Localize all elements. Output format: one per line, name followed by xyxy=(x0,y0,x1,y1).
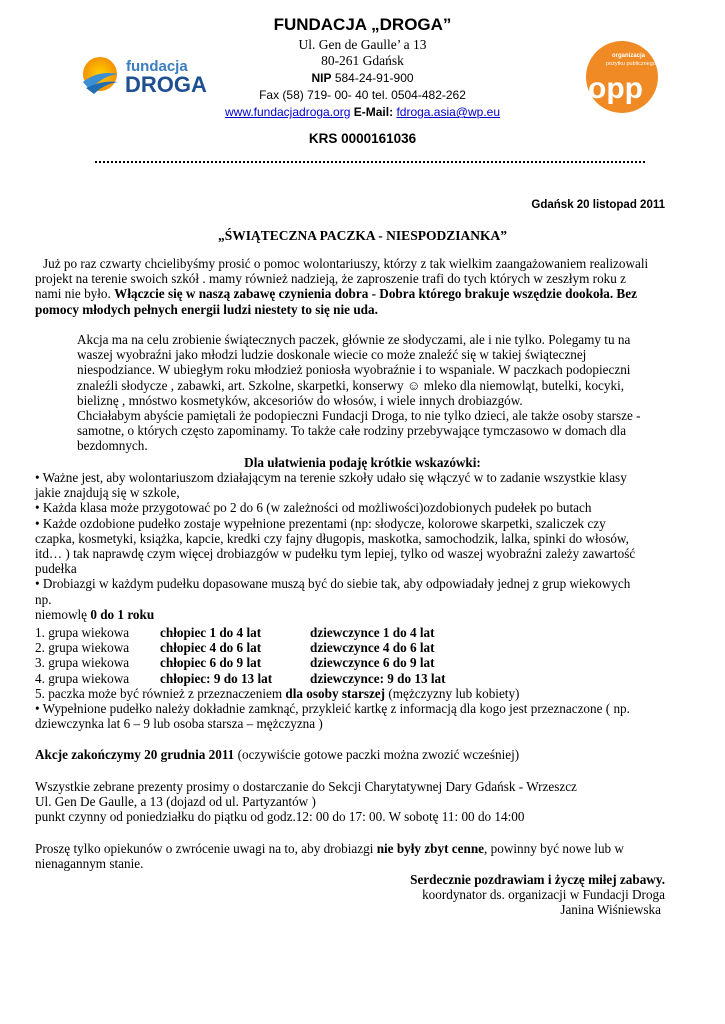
age-groups-table xyxy=(35,625,510,686)
address-line-2: 80-261 Gdańsk xyxy=(321,53,404,68)
age-group-row xyxy=(35,640,510,655)
age-group-girls: dziewczynce 4 do 6 lat xyxy=(310,640,435,656)
age-group-boys: chłopiec 4 do 6 lat xyxy=(160,640,262,656)
note-line: • Wypełnione pudełko należy dokładnie zamknąć, przykleić kartkę z informacją dla kogo jest przeznaczone ( np. xyxy=(35,701,630,717)
opp-big-text: opp xyxy=(588,72,643,105)
closing-greeting: Serdecznie pozdrawiam i życzę miłej zabawy. xyxy=(410,872,665,887)
opp-small-text-2: pożytku publicznego xyxy=(606,61,656,67)
organization-title: FUNDACJA „DROGA” xyxy=(273,15,452,34)
age-group-girls: dziewczynce 6 do 9 lat xyxy=(310,655,435,671)
tips-list xyxy=(35,470,695,622)
age-group-row xyxy=(35,655,510,670)
age-group-label: 4. grupa wiekowa xyxy=(35,670,130,686)
email-label: E-Mail: xyxy=(353,105,394,119)
note-line xyxy=(35,686,695,701)
note-text: (mężczyzny lub kobiety) xyxy=(385,686,520,701)
intro-line: projekt na terenie swoich szkół . mamy również nadzieją, że zaproszenie trafi do tych których w zeszłym roku z xyxy=(35,271,627,287)
age-group-girls: dziewczynce 1 do 4 lat xyxy=(310,625,435,640)
intro-line xyxy=(35,286,690,301)
website-link[interactable]: www.fundacjadroga.org xyxy=(224,105,351,119)
tip-line: • Każde ozdobione pudełko zostaje wypełnione prezentami (np: słodycze, kolorowe skarpetki, szaliczek czy xyxy=(35,515,606,531)
nip-value: 584-24-91-900 xyxy=(334,71,414,85)
intro-text: nami nie było. xyxy=(35,286,115,302)
note-text: 5. paczka może być również z przeznaczeniem xyxy=(35,686,286,701)
letter-date: Gdańsk 20 listopad 2011 xyxy=(531,199,665,211)
tip-line: czapka, kosmetyki, książka, kapcie, kredki czy fajny długopis, maskotka, samochodzik, lalka, spinki do włosów, xyxy=(35,530,629,546)
request-line xyxy=(35,841,695,856)
age-group-boys: chłopiec 1 do 4 lat xyxy=(160,625,262,640)
end-date-line xyxy=(35,747,695,762)
opp-small-text-1: organizacja xyxy=(612,53,646,59)
age-group-label: 3. grupa wiekowa xyxy=(35,655,130,671)
contact-line xyxy=(200,104,525,120)
nip-label: NIP xyxy=(311,71,332,85)
age-group-row xyxy=(35,625,510,640)
action-line: samotne, o których często zapominamy. To także całe rodziny przebywające tymczasowo w domach dla xyxy=(77,423,627,439)
krs-number: KRS 0000161036 xyxy=(308,131,417,146)
extra-notes xyxy=(35,686,695,732)
infant-line xyxy=(35,607,695,622)
infant-range: 0 do 1 roku xyxy=(90,606,155,622)
intro-paragraph xyxy=(35,256,690,317)
nip-line xyxy=(240,70,485,86)
delivery-paragraph xyxy=(35,779,695,825)
fundacja-droga-logo xyxy=(78,52,233,98)
age-group-boys: chłopiec: 9 do 13 lat xyxy=(160,670,273,686)
tip-line: np. xyxy=(35,591,52,607)
age-group-girls: dziewczynce: 9 do 13 lat xyxy=(310,670,446,686)
action-line: Akcja ma na celu zrobienie świątecznych paczek, głównie ze słodyczami, ale i nie tylko. Polegamy tu na xyxy=(77,332,631,347)
request-text: , powinny być nowe lub w xyxy=(484,841,624,856)
age-group-row xyxy=(35,671,510,686)
tip-line: pudełka xyxy=(35,561,77,577)
tip-line: itd… ) tak naprawdę czym więcej drobiazgów w pudełku tym lepiej, tylko od waszej wyobraźni zależy zawartość xyxy=(35,546,636,562)
tip-line: jakie znajdują się w szkole, xyxy=(35,485,180,501)
address-line-1: Ul. Gen de Gaulle’ a 13 xyxy=(298,37,427,52)
tip-line: • Każda klasa może przygotować po 2 do 6 (w zależności od możliwości)ozdobionych pudełek po butach xyxy=(35,500,592,516)
action-paragraph xyxy=(77,332,677,454)
closing-block xyxy=(300,872,665,918)
delivery-line: Ul. Gen De Gaulle, a 13 (dojazd od ul. Partyzantów ) xyxy=(35,794,316,810)
action-line: znaleźli słodycze , zabawki, art. Szkolne, skarpetki, konserwy ☺ mleko dla niemowląt, butelki, kocyki, xyxy=(77,377,625,393)
intro-bold-text: Włączcie się w naszą zabawę czynienia dobra - Dobra którego brakuje wszędzie dookoła. Bez xyxy=(114,286,637,302)
action-line: Chciałabym abyście pamiętali że podopieczni Fundacji Droga, to nie tylko dzieci, ale także osoby starsze - xyxy=(77,408,641,424)
age-group-label: 2. grupa wiekowa xyxy=(35,640,130,656)
age-group-boys: chłopiec 6 do 9 lat xyxy=(160,655,262,671)
logo-text-droga: DROGA xyxy=(125,72,207,97)
end-date-bold: Akcje zakończymy 20 grudnia 2011 xyxy=(35,747,235,762)
delivery-line: punkt czynny od poniedziałku do piątku od godz.12: 00 do 17: 00. W sobotę 11: 00 do 14:00 xyxy=(35,809,525,825)
closing-role: koordynator ds. organizacji w Fundacji Droga xyxy=(422,887,665,903)
tip-line: • Drobiazgi w każdym pudełku dopasowane muszą być do siebie tak, aby odpowiadały jednej z grup wiekowych xyxy=(35,576,631,592)
delivery-line: Wszystkie zebrane prezenty prosimy o dostarczanie do Sekcji Charytatywnej Dary Gdańsk - Wrzeszcz xyxy=(35,779,577,794)
letter-title: „ŚWIĄTECZNA PACZKA - NIESPODZIANKA” xyxy=(218,228,507,243)
request-paragraph xyxy=(35,841,695,871)
email-link[interactable]: fdroga.asia@wp.eu xyxy=(396,105,501,119)
signatory-name: Janina Wiśniewska xyxy=(560,902,661,918)
note-bold-text: dla osoby starszej xyxy=(285,686,386,701)
dotted-divider xyxy=(95,149,645,163)
fax-tel-line: Fax (58) 719- 00- 40 tel. 0504-482-262 xyxy=(259,88,466,102)
opp-logo xyxy=(584,40,660,114)
note-line: dziewczynka lat 6 – 9 lub osoba starsza – mężczyzna ) xyxy=(35,716,323,732)
intro-line: Już po raz czwarty chcielibyśmy prosić o pomoc wolontariuszy, którzy z tak wielkim zaangażowaniem realizowali xyxy=(43,256,649,271)
request-bold-text: nie były zbyt cenne xyxy=(376,841,485,856)
tip-line: • Ważne jest, aby wolontariuszom działającym na terenie szkoły udało się włączyć w to zadanie wszystkie klasy xyxy=(35,470,627,485)
logo-text-fundacja: fundacja xyxy=(126,58,188,75)
intro-line: pomocy młodych pełnych energii ludzi niestety to się nie uda. xyxy=(35,301,378,317)
age-group-label: 1. grupa wiekowa xyxy=(35,625,130,640)
tips-heading: Dla ułatwienia podaję krótkie wskazówki: xyxy=(244,455,481,470)
letterhead xyxy=(0,0,725,175)
action-line: bezdomnych. xyxy=(77,438,148,454)
request-text: Proszę tylko opiekunów o zwrócenie uwagi na to, aby drobiazgi xyxy=(35,841,377,856)
infant-label: niemowlę xyxy=(35,606,91,622)
action-line: niespodziance. W ubiegłym roku młodzież poniosła wyobraźnie i to wspaniale. W paczkach podopieczni xyxy=(77,362,631,378)
action-line: waszej wyobraźni jako młodzi ludzie doskonale wiecie co może znaleźć się w takiej świątecznej xyxy=(77,347,587,363)
request-line: nienagannym stanie. xyxy=(35,856,144,872)
action-line: bieliznę , mnóstwo kosmetyków, akcesoriów do włosów, i wiele innych drobiazgów. xyxy=(77,392,523,408)
end-date-note: (oczywiście gotowe paczki można zwozić wcześniej) xyxy=(234,747,520,762)
